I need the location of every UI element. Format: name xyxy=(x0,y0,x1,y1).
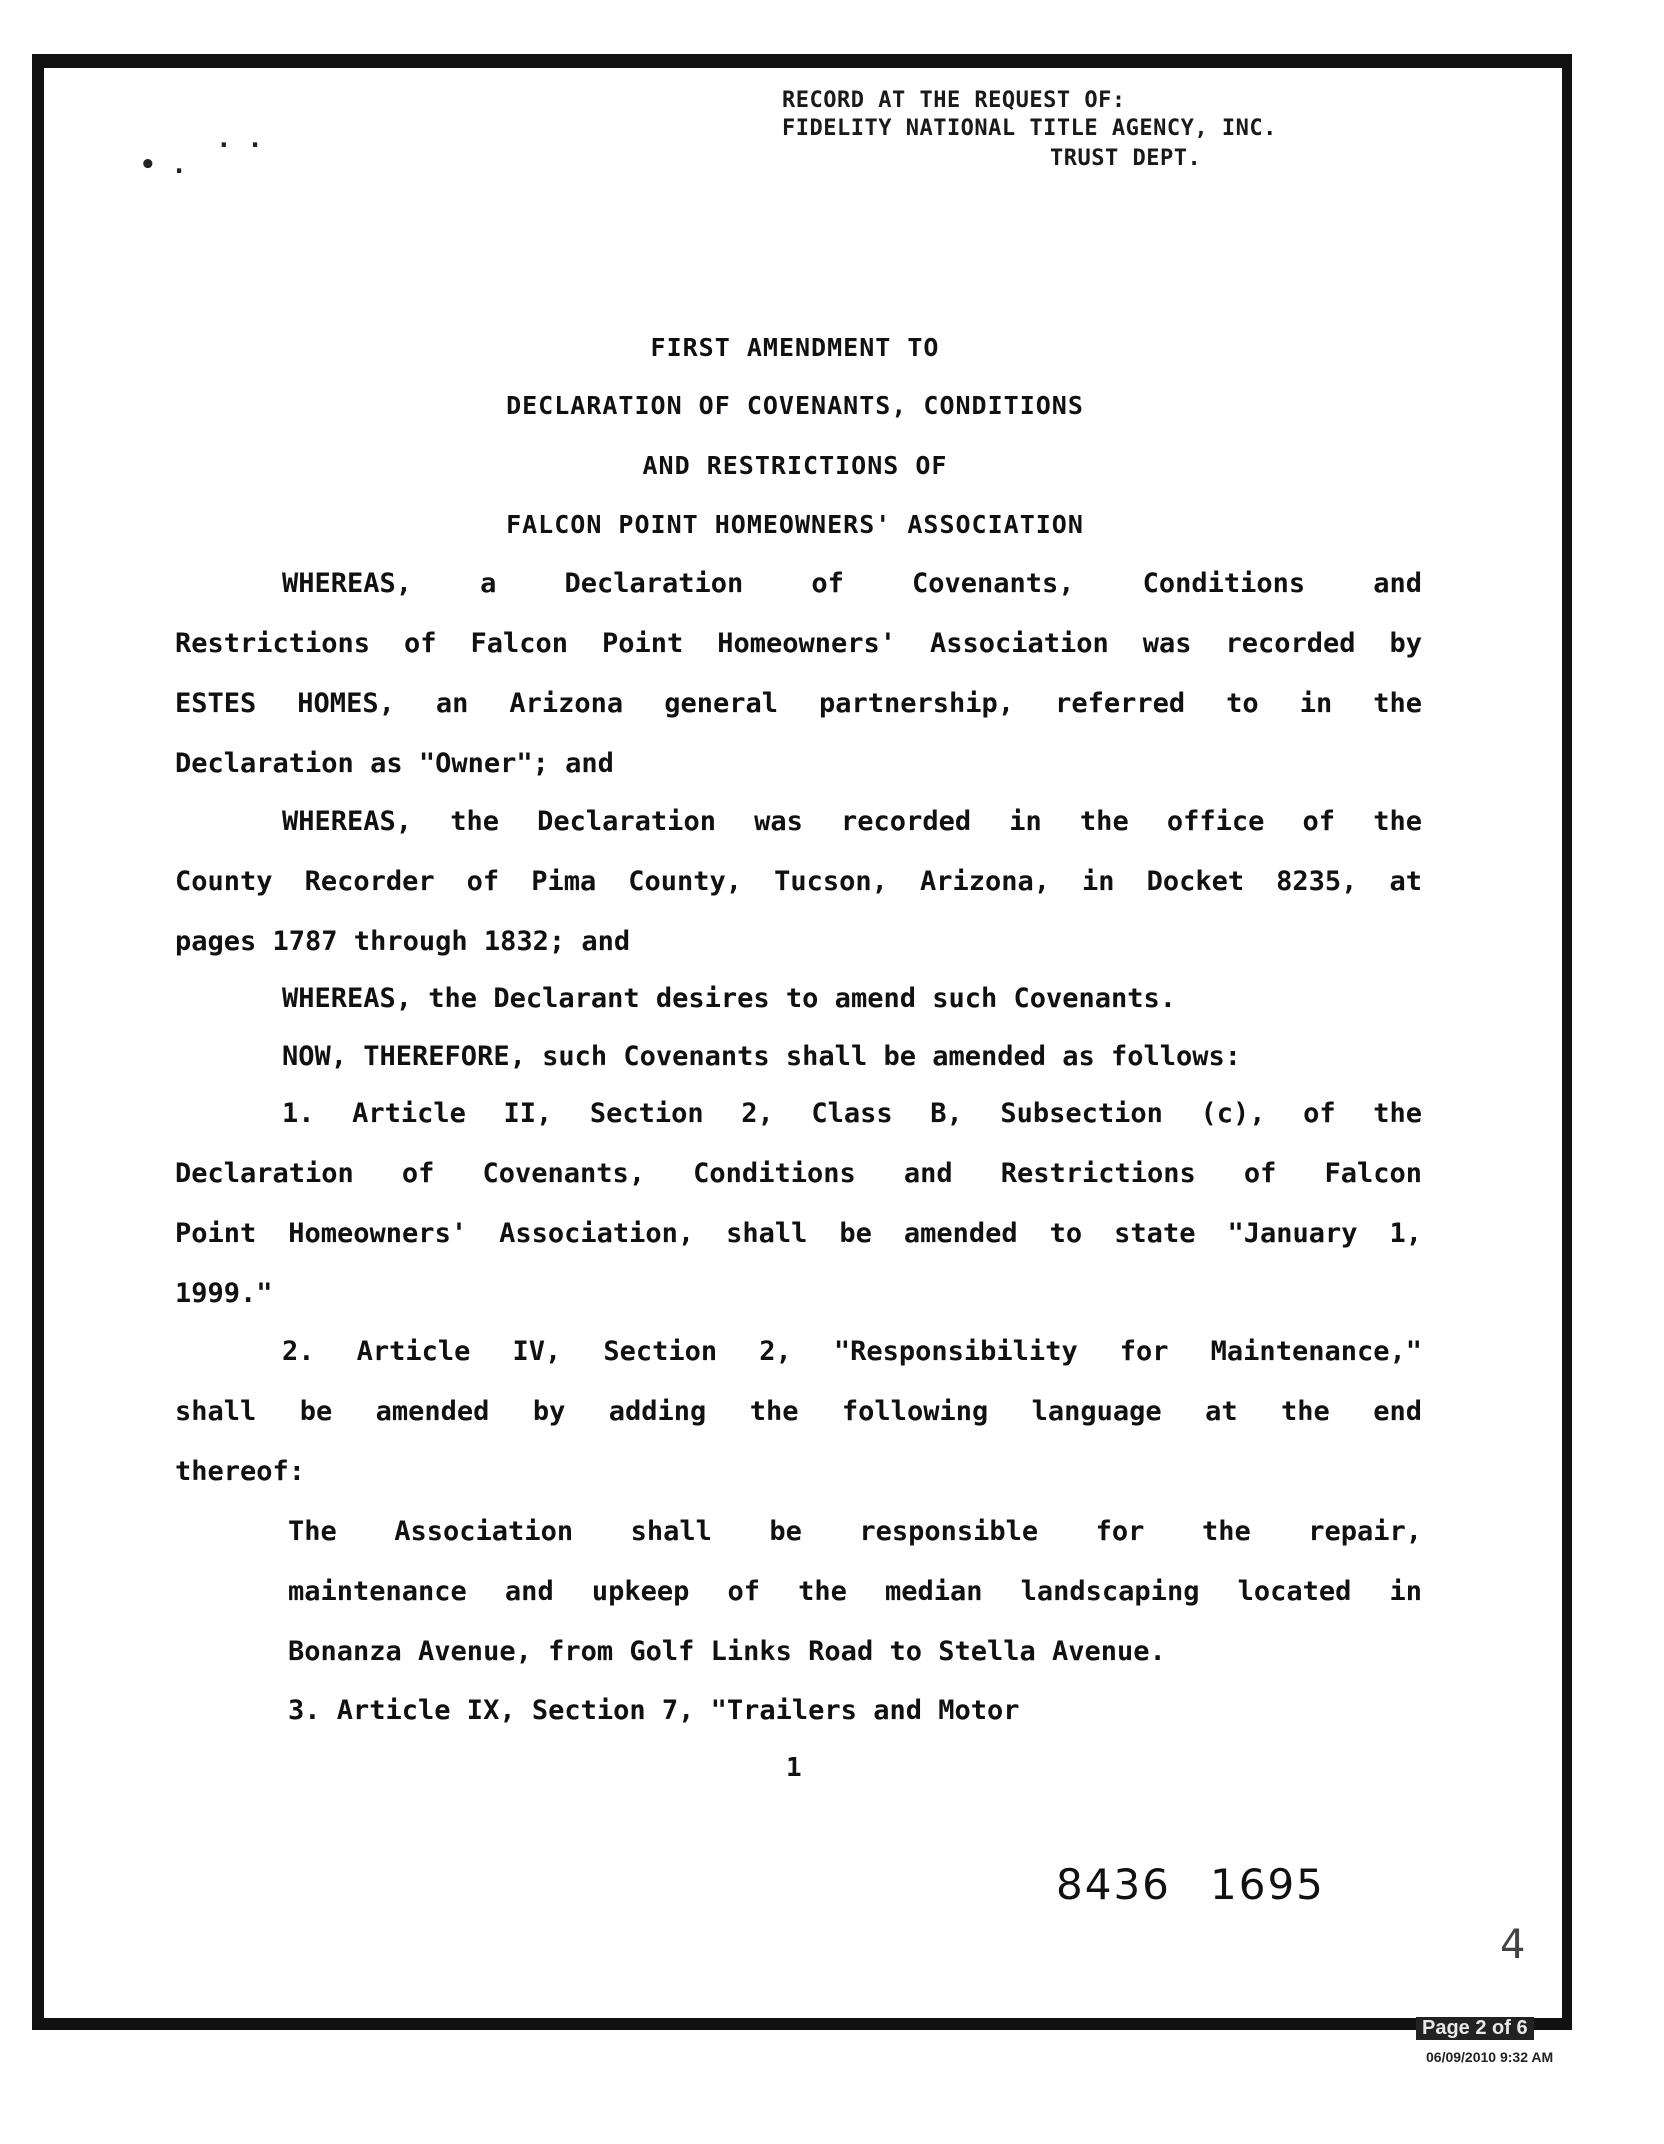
item-2-line: thereof: xyxy=(175,1456,306,1487)
recording-stamp-line-1: RECORD AT THE REQUEST OF: xyxy=(782,88,1126,113)
quoted-language-line: Bonanza Avenue, from Golf Links Road to Stella Avenue. xyxy=(288,1636,1166,1667)
margin-dot-mark: . . xyxy=(216,124,263,154)
paragraph-2-line: County Recorder of Pima County, Tucson, Arizona, in Docket 8235, at xyxy=(175,866,1422,897)
docket-page-number: 1695 xyxy=(1210,1860,1325,1909)
item-3-line: 3. Article IX, Section 7, "Trailers and Motor xyxy=(288,1695,1020,1726)
item-2-line: shall be amended by adding the following language at the end xyxy=(175,1396,1422,1427)
title-line-1: FIRST AMENDMENT TO xyxy=(650,333,940,362)
title-line-4: FALCON POINT HOMEOWNERS' ASSOCIATION xyxy=(506,510,1084,539)
paragraph-2-line: WHEREAS, the Declaration was recorded in the office of the xyxy=(282,806,1422,837)
paragraph-1-line: ESTES HOMES, an Arizona general partnership, referred to in the xyxy=(175,688,1422,719)
paragraph-3-line: WHEREAS, the Declarant desires to amend such Covenants. xyxy=(282,983,1177,1014)
recording-stamp-line-3: TRUST DEPT. xyxy=(1050,146,1202,171)
paragraph-1-line: Declaration as "Owner"; and xyxy=(175,748,614,779)
item-2-line: 2. Article IV, Section 2, "Responsibility for Maintenance," xyxy=(282,1336,1422,1367)
quoted-language-line: maintenance and upkeep of the median landscaping located in xyxy=(288,1576,1422,1607)
paragraph-4-line: NOW, THEREFORE, such Covenants shall be amended as follows: xyxy=(282,1041,1242,1072)
paragraph-1-line: Restrictions of Falcon Point Homeowners' Association was recorded by xyxy=(175,628,1422,659)
quoted-language-line: The Association shall be responsible for the repair, xyxy=(288,1516,1422,1547)
docket-number: 8436 xyxy=(1056,1860,1171,1909)
recording-stamp-line-2: FIDELITY NATIONAL TITLE AGENCY, INC. xyxy=(782,116,1277,141)
margin-dot-mark-2: • . xyxy=(140,150,187,180)
page-number: 1 xyxy=(786,1753,802,1783)
page-count-badge: Page 2 of 6 xyxy=(1416,2017,1534,2040)
title-line-3: AND RESTRICTIONS OF xyxy=(642,451,948,480)
paragraph-1-line: WHEREAS, a Declaration of Covenants, Conditions and xyxy=(282,568,1422,599)
item-1-line: 1999." xyxy=(175,1278,273,1309)
paragraph-2-line: pages 1787 through 1832; and xyxy=(175,926,631,957)
item-1-line: Declaration of Covenants, Conditions and Restrictions of Falcon xyxy=(175,1158,1422,1189)
item-1-line: Point Homeowners' Association, shall be amended to state "January 1, xyxy=(175,1218,1422,1249)
title-line-2: DECLARATION OF COVENANTS, CONDITIONS xyxy=(506,391,1084,420)
print-timestamp: 06/09/2010 9:32 AM xyxy=(1426,2049,1554,2065)
handwritten-mark: 4 xyxy=(1500,1922,1526,1968)
item-1-line: 1. Article II, Section 2, Class B, Subsection (c), of the xyxy=(282,1098,1422,1129)
